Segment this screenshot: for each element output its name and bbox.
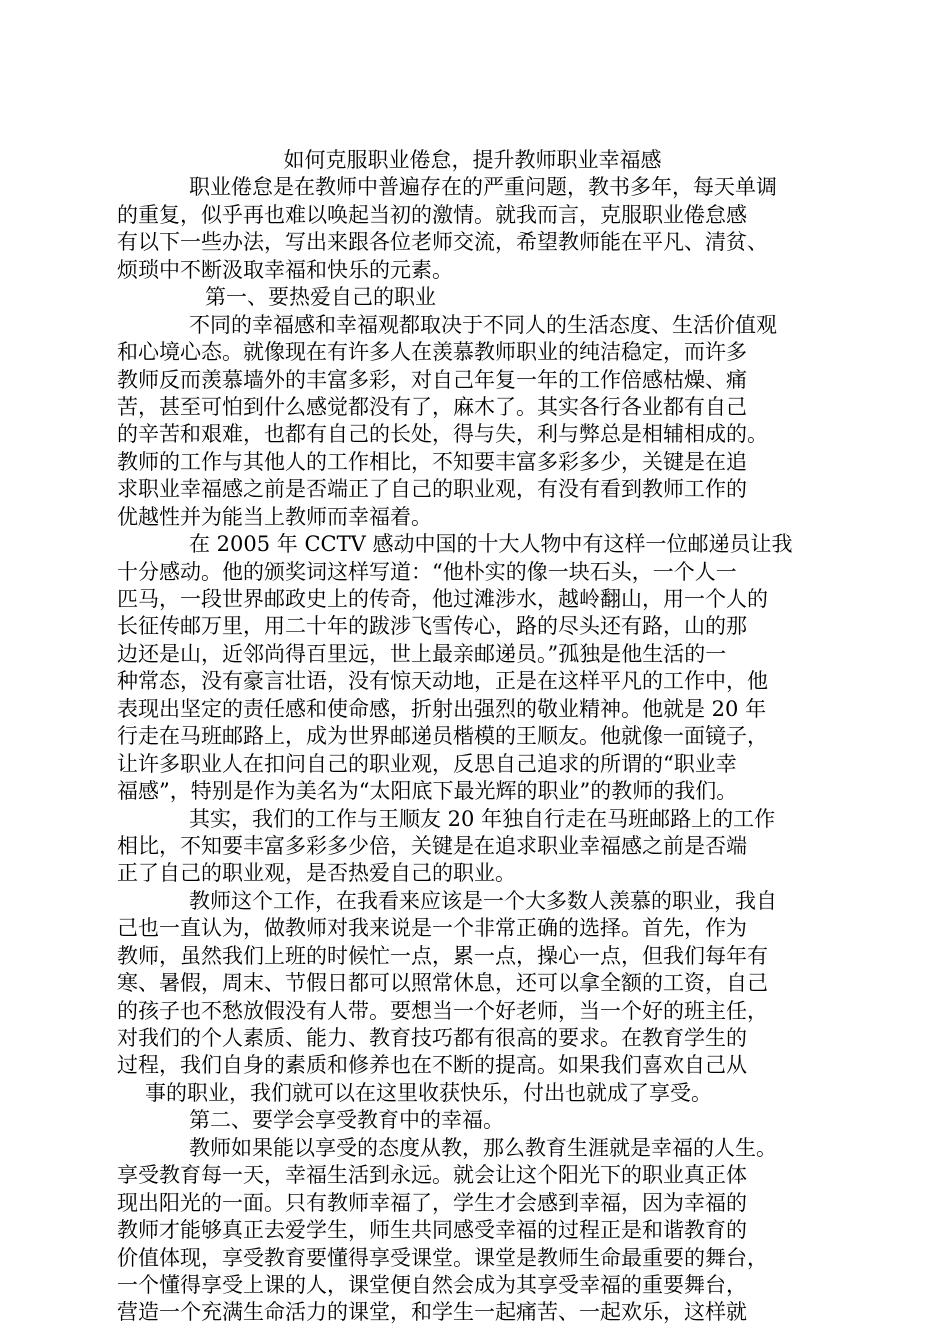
- paragraph-line: 的重复，似乎再也难以唤起当初的激情。就我而言，克服职业倦怠感: [117, 202, 747, 227]
- paragraph-line: 职业倦怠是在教师中普遍存在的严重问题，教书多年，每天单调: [189, 175, 777, 200]
- document-body: [117, 147, 814, 1327]
- paragraph-line: 教师反而羡慕墙外的丰富多彩，对自己年复一年的工作倍感枯燥、痛: [117, 367, 747, 392]
- paragraph-line: 十分感动。他的颁奖词这样写道：“他朴实的像一块石头，一个人一: [117, 559, 737, 584]
- paragraph-line: 长征传邮万里，用二十年的跋涉飞雪传心，路的尽头还有路，山的那: [117, 614, 747, 639]
- paragraph-line: 教师这个工作，在我看来应该是一个大多数人羡慕的职业，我自: [189, 888, 777, 913]
- paragraph-line: 己也一直认为，做教师对我来说是一个非常正确的选择。首先，作为: [117, 916, 747, 941]
- paragraph-line: 求职业幸福感之前是否端正了自己的职业观，有没有看到教师工作的: [117, 477, 747, 502]
- paragraph-line: 相比，不知要丰富多彩多少倍，关键是在追求职业幸福感之前是否端: [117, 833, 747, 858]
- paragraph-line: 一个懂得享受上课的人，课堂便自然会成为其享受幸福的重要舞台，: [117, 1272, 747, 1297]
- paragraph-line: 表现出坚定的责任感和使命感，折射出强烈的敬业精神。他就是 20 年: [117, 696, 767, 721]
- paragraph-line: 现出阳光的一面。只有教师幸福了，学生才会感到幸福，因为幸福的: [117, 1190, 747, 1215]
- paragraph-line: 教师才能够真正去爱学生，师生共同感受幸福的过程正是和谐教育的: [117, 1218, 747, 1243]
- paragraph-line: 福感”，特别是作为美名为“太阳底下最光辉的职业”的教师的我们。: [117, 779, 738, 804]
- paragraph-line: 享受教育每一天，幸福生活到永远。就会让这个阳光下的职业真正体: [117, 1163, 747, 1188]
- paragraph-line: 不同的幸福感和幸福观都取决于不同人的生活态度、生活价值观: [189, 312, 777, 337]
- paragraph-line: 对我们的个人素质、能力、教育技巧都有很高的要求。在教育学生的: [117, 1026, 747, 1050]
- paragraph-line: 教师的工作与其他人的工作相比，不知要丰富多彩多少，关键是在追: [117, 449, 747, 474]
- section-heading: 第一、要热爱自己的职业: [205, 285, 436, 310]
- paragraph-line: 匹马，一段世界邮政史上的传奇，他过滩涉水，越岭翻山，用一个人的: [117, 587, 768, 611]
- paragraph-line: 其实，我们的工作与王顺友 20 年独自行走在马班邮路上的工作: [189, 806, 776, 831]
- paragraph-line: 过程，我们自身的素质和修养也在不断的提高。如果我们喜欢自己从: [117, 1053, 747, 1078]
- paragraph-line: 让许多职业人在扣问自己的职业观，反思自己追求的所谓的“职业幸: [117, 751, 737, 776]
- paragraph-line: 有以下一些办法，写出来跟各位老师交流，希望教师能在平凡、清贫、: [117, 230, 768, 255]
- paragraph-line: 的辛苦和艰难，也都有自己的长处，得与失，利与弊总是相辅相成的。: [117, 422, 768, 447]
- paragraph-line: 行走在马班邮路上，成为世界邮递员楷模的王顺友。他就像一面镜子，: [117, 724, 768, 749]
- paragraph-line: 教师如果能以享受的态度从教，那么教育生涯就是幸福的人生。: [189, 1135, 777, 1160]
- paragraph-line: 种常态，没有豪言壮语，没有惊天动地，正是在这样平凡的工作中，他: [117, 669, 768, 694]
- paragraph-line: 事的职业，我们就可以在这里收获快乐，付出也就成了享受。: [145, 1080, 712, 1105]
- paragraph-line: 边还是山，近邻尚得百里远，世上最亲邮递员。”孤独是他生活的一: [117, 641, 727, 666]
- document-title: 如何克服职业倦怠，提升教师职业幸福感: [283, 148, 662, 172]
- paragraph-line: 寒、暑假，周末、节假日都可以照常休息，还可以拿全额的工资，自己: [117, 971, 768, 996]
- section-heading: 第二、要学会享受教育中的幸福。: [189, 1108, 504, 1133]
- paragraph-line: 价值体现，享受教育要懂得享受课堂。课堂是教师生命最重要的舞台，: [117, 1245, 768, 1270]
- paragraph-line: 苦，甚至可怕到什么感觉都没有了，麻木了。其实各行各业都有自己: [117, 394, 747, 419]
- paragraph-line: 优越性并为能当上教师而幸福着。: [117, 504, 432, 529]
- paragraph-line: 营造一个充满生命活力的课堂，和学生一起痛苦、一起欢乐，这样就: [117, 1300, 747, 1325]
- paragraph-line: 正了自己的职业观，是否热爱自己的职业。: [117, 861, 516, 886]
- paragraph-line: 的孩子也不愁放假没有人带。要想当一个好老师，当一个好的班主任，: [117, 998, 768, 1023]
- paragraph-line: 烦琐中不断汲取幸福和快乐的元素。: [117, 257, 453, 282]
- paragraph-line: 在 2005 年 CCTV 感动中国的十大人物中有这样一位邮递员让我: [189, 532, 793, 557]
- paragraph-line: 和心境心态。就像现在有许多人在羡慕教师职业的纯洁稳定，而许多: [117, 340, 747, 365]
- paragraph-line: 教师，虽然我们上班的时候忙一点，累一点，操心一点，但我们每年有: [117, 943, 768, 968]
